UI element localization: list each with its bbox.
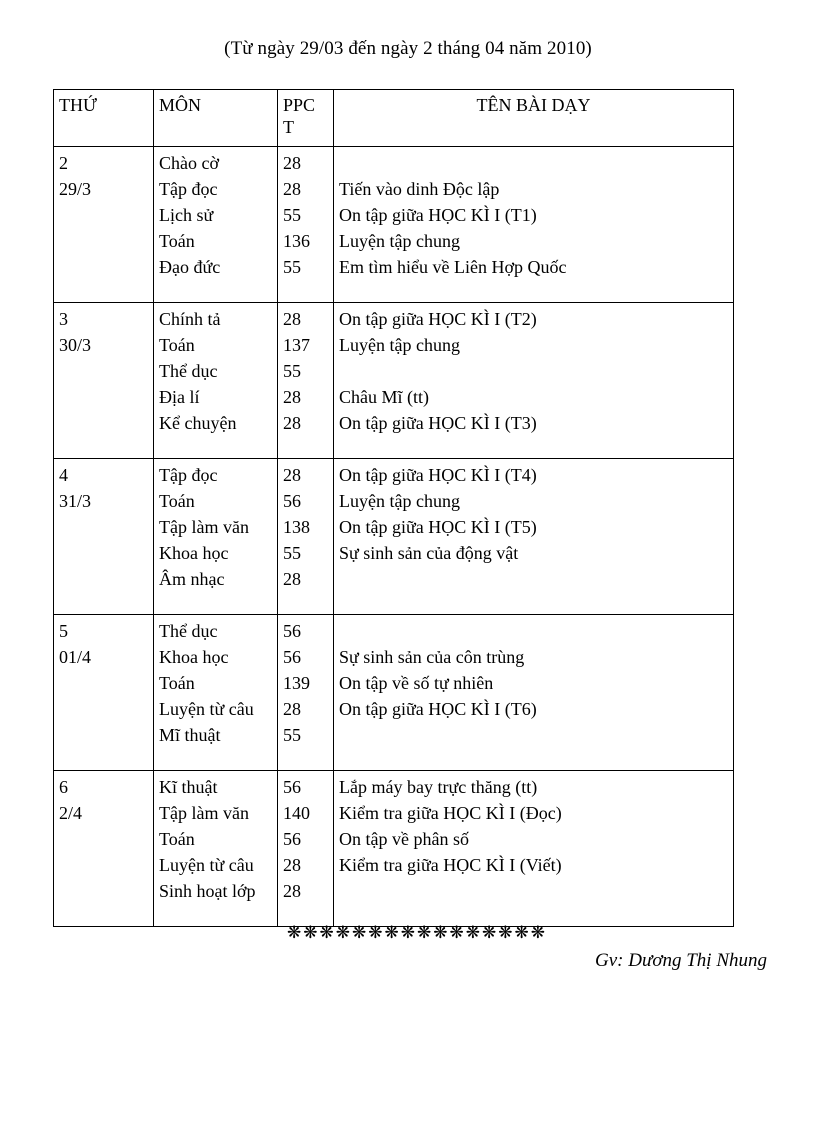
ppct-number: 138 xyxy=(283,517,310,537)
ppct-number: 55 xyxy=(283,543,301,563)
ppct-number: 28 xyxy=(283,387,301,407)
ppct-number: 28 xyxy=(283,309,301,329)
lesson-list xyxy=(339,303,728,458)
schedule-body xyxy=(54,147,734,927)
header-mon-label: MÔN xyxy=(159,95,202,115)
subject-name: Luyện từ câu xyxy=(159,699,254,719)
day-cell xyxy=(54,147,154,303)
lesson-title: On tập về số tự nhiên xyxy=(339,673,494,693)
subject-name: Chào cờ xyxy=(159,153,220,173)
lesson-cell xyxy=(334,771,734,927)
ppct-number: 139 xyxy=(283,673,310,693)
header-thu xyxy=(54,90,154,147)
lesson-cell xyxy=(334,303,734,459)
lesson-title: On tập giữa HỌC KÌ I (T6) xyxy=(339,699,537,719)
subject-list xyxy=(159,615,272,770)
lesson-cell xyxy=(334,147,734,303)
day-cell-content xyxy=(59,303,148,380)
subject-list xyxy=(159,303,272,458)
subject-cell xyxy=(154,459,278,615)
subject-cell xyxy=(154,771,278,927)
subject-list xyxy=(159,771,272,926)
lesson-title: Sự sinh sản của côn trùng xyxy=(339,647,525,667)
lesson-title: On tập giữa HỌC KÌ I (T3) xyxy=(339,413,537,433)
subject-name: Thể dục xyxy=(159,621,218,641)
subject-name: Đạo đức xyxy=(159,257,221,277)
lesson-list xyxy=(339,459,728,614)
subject-name: Toán xyxy=(159,673,195,693)
day-cell-content xyxy=(59,615,148,692)
day-date: 01/4 xyxy=(59,647,92,667)
ppct-list xyxy=(283,615,328,770)
day-row xyxy=(54,615,734,771)
header-ppct xyxy=(278,90,334,147)
day-number: 4 xyxy=(59,465,68,485)
ppct-number: 140 xyxy=(283,803,310,823)
ppct-number: 28 xyxy=(283,855,301,875)
lesson-title xyxy=(339,566,728,592)
ppct-cell xyxy=(278,303,334,459)
lesson-title xyxy=(339,618,728,644)
subject-name: Tập làm văn xyxy=(159,803,249,823)
subject-name: Tập đọc xyxy=(159,465,218,485)
header-thu-label: THỨ xyxy=(59,95,97,115)
lesson-title xyxy=(339,358,728,384)
day-number: 3 xyxy=(59,309,68,329)
lesson-title: On tập giữa HỌC KÌ I (T2) xyxy=(339,309,537,329)
page-title: (Từ ngày 29/03 đến ngày 2 tháng 04 năm 2010) xyxy=(224,38,592,59)
lesson-cell xyxy=(334,615,734,771)
day-date: 31/3 xyxy=(59,491,92,511)
subject-name: Chính tả xyxy=(159,309,221,329)
schedule-table xyxy=(53,89,734,927)
day-row xyxy=(54,459,734,615)
lesson-title: On tập về phân số xyxy=(339,829,469,849)
ppct-number: 28 xyxy=(283,153,301,173)
subject-name: Toán xyxy=(159,335,195,355)
subject-cell xyxy=(154,147,278,303)
subject-name: Lịch sử xyxy=(159,205,214,225)
lesson-list xyxy=(339,615,728,770)
subject-name: Mĩ thuật xyxy=(159,725,221,745)
subject-list xyxy=(159,147,272,302)
day-row xyxy=(54,147,734,303)
lesson-title xyxy=(339,722,728,748)
ppct-number: 28 xyxy=(283,465,301,485)
day-cell-content xyxy=(59,459,148,536)
subject-name: Khoa học xyxy=(159,543,229,563)
subject-name: Kĩ thuật xyxy=(159,777,218,797)
lesson-title: Em tìm hiểu về Liên Hợp Quốc xyxy=(339,257,567,277)
subject-name: Âm nhạc xyxy=(159,569,225,589)
lesson-title: Châu Mĩ (tt) xyxy=(339,387,429,407)
day-cell-content xyxy=(59,147,148,224)
day-cell xyxy=(54,771,154,927)
ppct-number: 55 xyxy=(283,361,301,381)
ppct-number: 56 xyxy=(283,777,301,797)
ppct-number: 55 xyxy=(283,257,301,277)
subject-name: Tập làm văn xyxy=(159,517,249,537)
day-date: 29/3 xyxy=(59,179,92,199)
lesson-title: Tiến vào dinh Độc lập xyxy=(339,179,500,199)
ppct-number: 56 xyxy=(283,621,301,641)
ppct-number: 56 xyxy=(283,829,301,849)
lesson-title: Sự sinh sản của động vật xyxy=(339,543,519,563)
lesson-cell xyxy=(334,459,734,615)
lesson-title xyxy=(339,150,728,176)
lesson-title: Kiểm tra giữa HỌC KÌ I (Viết) xyxy=(339,855,562,875)
header-ppct-line1: PPC xyxy=(283,95,316,115)
subject-name: Toán xyxy=(159,829,195,849)
day-row xyxy=(54,771,734,927)
header-bai-label: TÊN BÀI DẠY xyxy=(476,95,591,115)
day-number: 5 xyxy=(59,621,68,641)
ppct-cell xyxy=(278,459,334,615)
subject-list xyxy=(159,459,272,614)
day-cell xyxy=(54,615,154,771)
day-number: 6 xyxy=(59,777,68,797)
lesson-title: Kiểm tra giữa HỌC KÌ I (Đọc) xyxy=(339,803,562,823)
day-number: 2 xyxy=(59,153,68,173)
ppct-number: 136 xyxy=(283,231,310,251)
header-bai xyxy=(334,90,734,147)
ppct-list xyxy=(283,303,328,458)
lesson-list xyxy=(339,147,728,302)
subject-cell xyxy=(154,615,278,771)
lesson-list xyxy=(339,771,728,926)
lesson-title: Luyện tập chung xyxy=(339,335,460,355)
lesson-title: Lắp máy bay trực thăng (tt) xyxy=(339,777,538,797)
subject-name: Địa lí xyxy=(159,387,200,407)
lesson-title xyxy=(339,878,728,904)
ppct-cell xyxy=(278,771,334,927)
subject-name: Toán xyxy=(159,491,195,511)
lesson-title: On tập giữa HỌC KÌ I (T5) xyxy=(339,517,537,537)
lesson-title: On tập giữa HỌC KÌ I (T1) xyxy=(339,205,537,225)
subject-name: Luyện từ câu xyxy=(159,855,254,875)
ppct-number: 28 xyxy=(283,179,301,199)
subject-name: Khoa học xyxy=(159,647,229,667)
ppct-list xyxy=(283,771,328,926)
day-date: 30/3 xyxy=(59,335,92,355)
ppct-list xyxy=(283,459,328,614)
ppct-number: 56 xyxy=(283,491,301,511)
subject-cell xyxy=(154,303,278,459)
lesson-title: Luyện tập chung xyxy=(339,491,460,511)
teacher-signature: Gv: Dương Thị Nhung xyxy=(595,950,767,971)
ppct-cell xyxy=(278,147,334,303)
ppct-number: 137 xyxy=(283,335,310,355)
subject-name: Kể chuyện xyxy=(159,413,237,433)
header-row xyxy=(54,90,734,147)
ppct-number: 28 xyxy=(283,881,301,901)
decorative-stars: ❋❋❋❋❋❋❋❋❋❋❋❋❋❋❋❋ xyxy=(287,923,547,942)
lesson-title: Luyện tập chung xyxy=(339,231,460,251)
header-ppct-line2: T xyxy=(283,117,294,137)
ppct-cell xyxy=(278,615,334,771)
ppct-number: 55 xyxy=(283,725,301,745)
ppct-number: 28 xyxy=(283,413,301,433)
subject-name: Tập đọc xyxy=(159,179,218,199)
ppct-number: 56 xyxy=(283,647,301,667)
ppct-list xyxy=(283,147,328,302)
lesson-title: On tập giữa HỌC KÌ I (T4) xyxy=(339,465,537,485)
day-cell xyxy=(54,303,154,459)
ppct-number: 55 xyxy=(283,205,301,225)
header-mon xyxy=(154,90,278,147)
day-cell-content xyxy=(59,771,148,848)
day-cell xyxy=(54,459,154,615)
ppct-number: 28 xyxy=(283,569,301,589)
subject-name: Thể dục xyxy=(159,361,218,381)
subject-name: Toán xyxy=(159,231,195,251)
day-row xyxy=(54,303,734,459)
day-date: 2/4 xyxy=(59,803,83,823)
ppct-number: 28 xyxy=(283,699,301,719)
subject-name: Sinh hoạt lớp xyxy=(159,881,256,901)
